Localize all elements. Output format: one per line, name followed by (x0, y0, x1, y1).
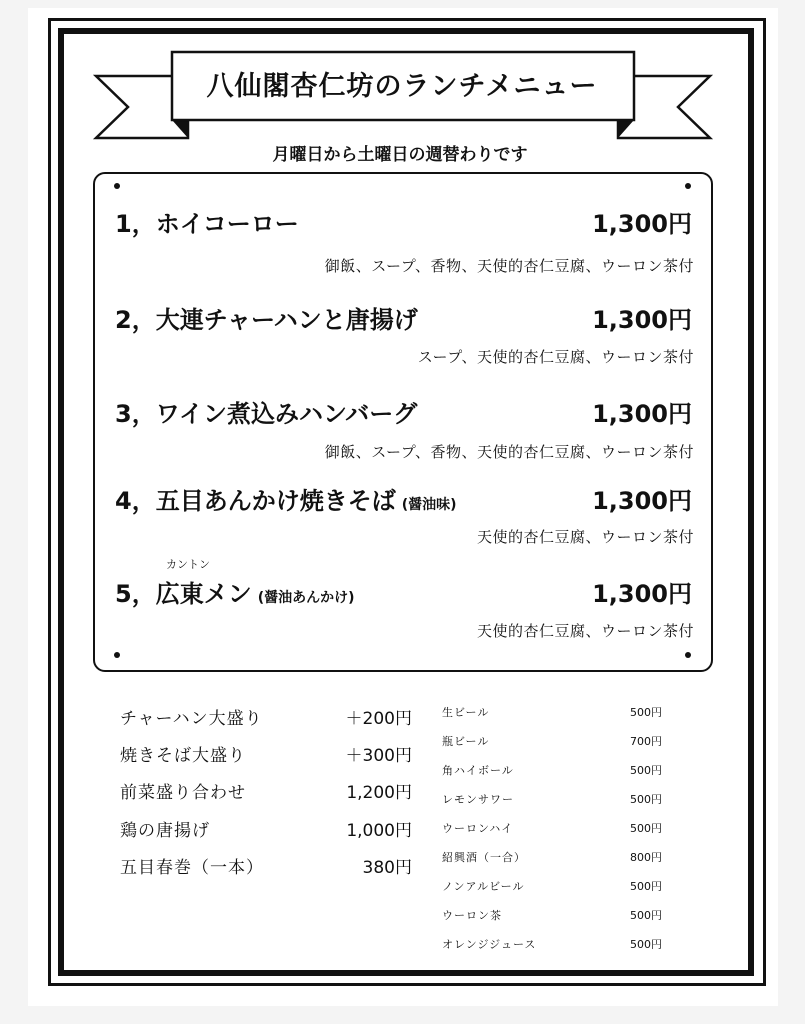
drink-price: 500円 (630, 706, 662, 719)
drink-name: ウーロン茶 (442, 909, 502, 922)
side-dish-price: ＋200円 (345, 709, 412, 729)
page-title: 八仙閣杏仁坊のランチメニュー (206, 70, 598, 102)
drink-name: オレンジジュース (442, 938, 537, 951)
drink-price: 800円 (630, 851, 662, 864)
drink-name: ウーロンハイ (442, 822, 514, 835)
lunch-item-price: 1,300円 (592, 306, 692, 334)
drink-name: 瓶ビール (442, 735, 490, 748)
drink-name: 紹興酒（一合） (442, 851, 526, 864)
drink-price: 500円 (630, 909, 662, 922)
lunch-item-includes: 天使的杏仁豆腐、ウーロン茶付 (476, 528, 694, 546)
lunch-item-includes: 御飯、スープ、香物、天使的杏仁豆腐、ウーロン茶付 (324, 257, 694, 275)
drink-name: 生ビール (442, 706, 490, 719)
side-dish-name: 前菜盛り合わせ (120, 783, 246, 803)
lunch-item-name: 4，五目あんかけ焼きそば (醤油味) (115, 487, 457, 515)
drink-price: 500円 (630, 938, 662, 951)
corner-dot (685, 652, 691, 658)
side-dish-name: 鶏の唐揚げ (120, 821, 210, 841)
drink-name: 角ハイボール (442, 764, 514, 777)
side-dish-price: 380円 (362, 858, 412, 878)
drink-price: 500円 (630, 793, 662, 806)
lunch-item-includes: 御飯、スープ、香物、天使的杏仁豆腐、ウーロン茶付 (324, 443, 694, 461)
side-dish-price: 1,200円 (346, 783, 412, 803)
lunch-item-name: 2，大連チャーハンと唐揚げ (115, 306, 418, 334)
corner-dot (114, 652, 120, 658)
lunch-item-name: 3，ワイン煮込みハンバーグ (115, 400, 418, 428)
lunch-item-price: 1,300円 (592, 210, 692, 238)
corner-dot (114, 183, 120, 189)
lunch-item-name: 1，ホイコーロー (115, 210, 299, 238)
lunch-item-name: 5，広東メン (醤油あんかけ) (115, 580, 355, 608)
drink-name: ノンアルビール (442, 880, 525, 893)
lunch-item-includes: 天使的杏仁豆腐、ウーロン茶付 (476, 622, 694, 640)
side-dish-name: チャーハン大盛り (120, 709, 263, 729)
side-dish-price: 1,000円 (346, 821, 412, 841)
furigana: カントン (166, 558, 210, 571)
drink-price: 500円 (630, 822, 662, 835)
lunch-item-note: (醤油あんかけ) (257, 590, 355, 606)
lunch-item-note: (醤油味) (401, 497, 457, 513)
subtitle: 月曜日から土曜日の週替わりです (272, 145, 528, 165)
side-dish-name: 焼きそば大盛り (120, 746, 246, 766)
lunch-item-price: 1,300円 (592, 400, 692, 428)
side-dish-price: ＋300円 (345, 746, 412, 766)
drink-price: 500円 (630, 880, 662, 893)
drink-price: 500円 (630, 764, 662, 777)
lunch-item-price: 1,300円 (592, 487, 692, 515)
drink-price: 700円 (630, 735, 662, 748)
drink-name: レモンサワー (442, 793, 514, 806)
lunch-item-includes: スープ、天使的杏仁豆腐、ウーロン茶付 (417, 348, 694, 366)
lunch-item-price: 1,300円 (592, 580, 692, 608)
side-dish-name: 五目春巻（一本） (120, 858, 264, 878)
corner-dot (685, 183, 691, 189)
